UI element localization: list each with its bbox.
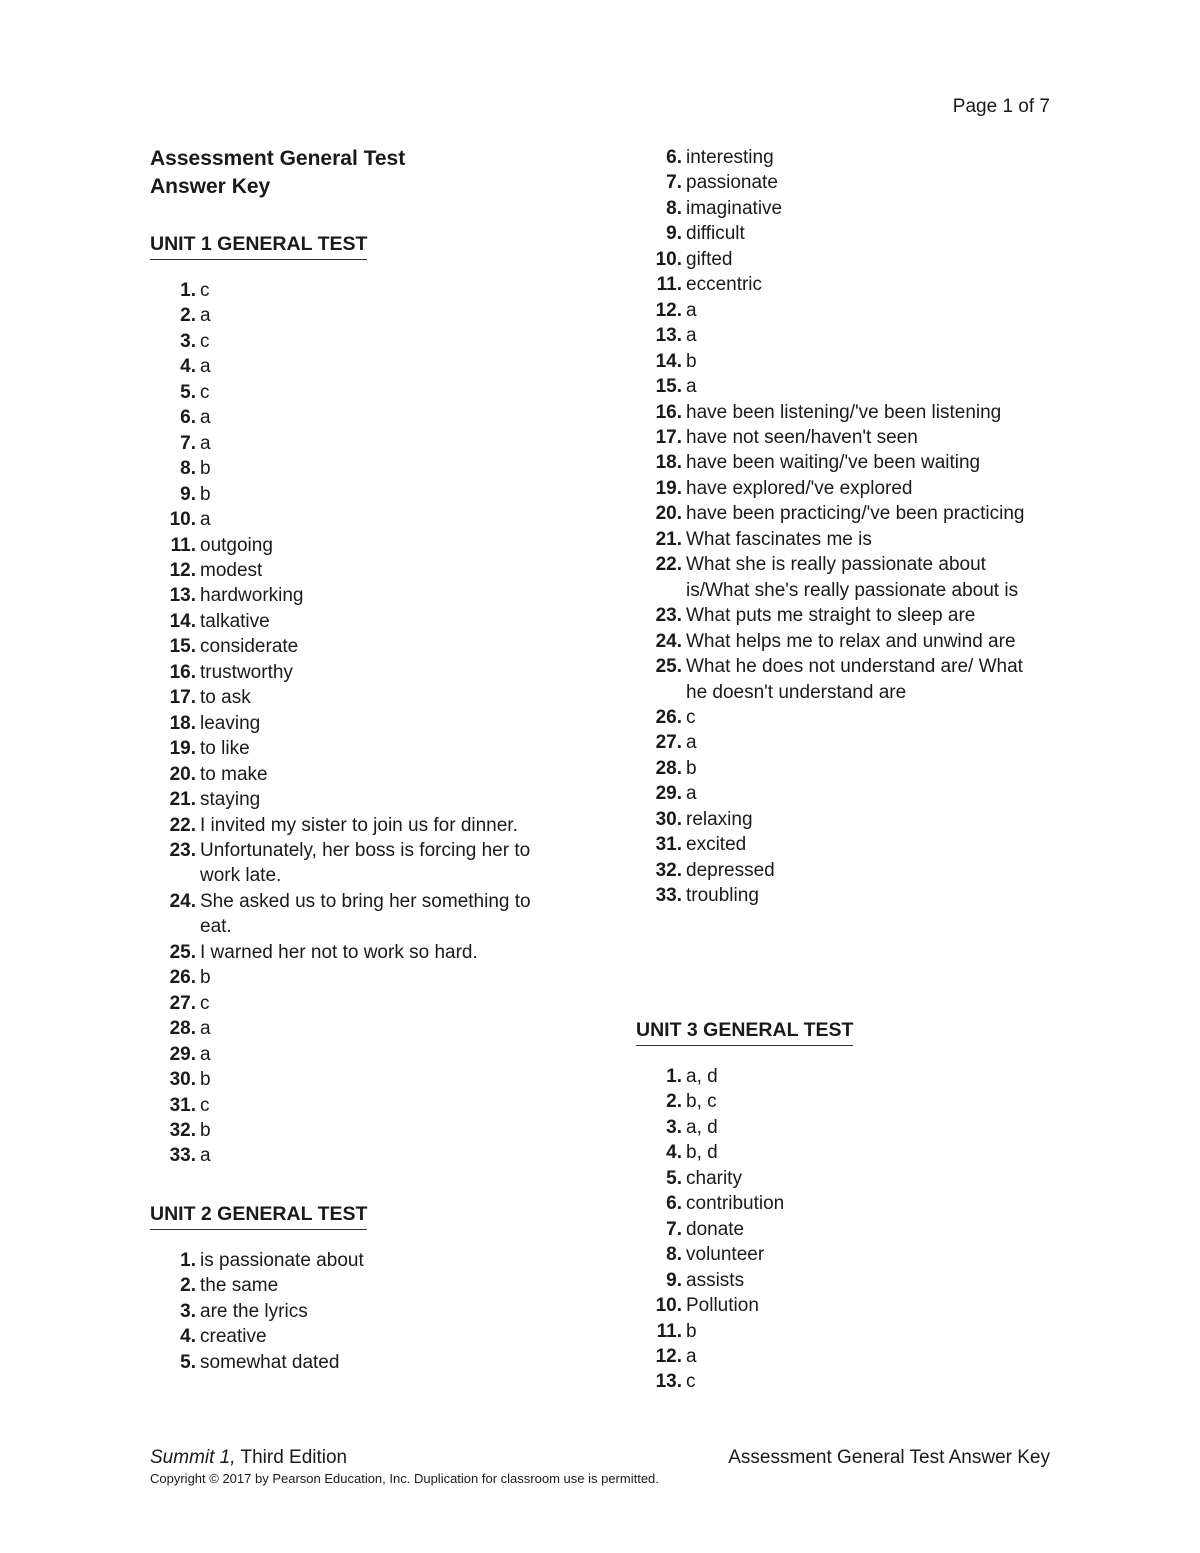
answer-text: c	[200, 992, 210, 1014]
answer-text: interesting	[686, 147, 774, 168]
footer-doc-title: Assessment General Test Answer Key	[728, 1447, 1050, 1468]
answer-item	[632, 272, 1048, 297]
answer-item	[632, 170, 1048, 195]
answer-text: What helps me to relax and unwind are	[686, 630, 1016, 652]
answer-item	[632, 730, 1048, 755]
answer-item	[146, 685, 562, 710]
answer-text: b	[686, 757, 697, 779]
answer-number: 28.	[169, 1018, 196, 1040]
answer-item	[632, 1089, 1048, 1114]
answer-text: passionate	[686, 172, 778, 194]
answer-item	[632, 221, 1048, 246]
answer-text: Pollution	[686, 1295, 759, 1317]
answer-number: 1.	[180, 280, 196, 301]
answer-item	[146, 1350, 562, 1375]
answer-item	[146, 431, 562, 456]
answer-text: a	[200, 509, 211, 531]
answer-number: 4.	[180, 1326, 196, 1348]
answer-item	[632, 1369, 1048, 1394]
answer-text: a	[686, 376, 697, 398]
answer-item	[146, 940, 562, 965]
answer-text: b, d	[686, 1142, 718, 1164]
answer-text: depressed	[686, 859, 775, 881]
answer-number: 18.	[169, 712, 196, 734]
answer-number: 3.	[180, 1300, 196, 1322]
answer-text: a	[200, 1018, 211, 1040]
answer-number: 22.	[169, 814, 196, 836]
answer-text: a	[686, 299, 697, 321]
answer-number: 4.	[666, 1142, 682, 1164]
answer-text: trustworthy	[200, 661, 293, 683]
answer-number: 8.	[180, 458, 196, 480]
unit-2-answers-part-2	[632, 145, 1048, 909]
answer-number: 33.	[169, 1145, 196, 1167]
page-number: Page 1 of 7	[952, 96, 1050, 117]
answer-number: 18.	[655, 452, 682, 474]
answer-item	[632, 756, 1048, 781]
document-title	[150, 145, 405, 201]
answer-number: 25.	[169, 941, 196, 963]
answer-item	[146, 965, 562, 990]
answer-item	[146, 609, 562, 634]
answer-text: creative	[200, 1326, 267, 1348]
footer-book	[150, 1447, 347, 1469]
answer-item	[146, 838, 562, 889]
answer-number: 7.	[666, 172, 682, 194]
answer-text: have been listening/'ve been listening	[686, 401, 1002, 423]
answer-item	[146, 303, 562, 328]
answer-item	[632, 425, 1048, 450]
answer-item	[632, 1293, 1048, 1318]
answer-number: 14.	[169, 610, 196, 632]
answer-item	[146, 634, 562, 659]
answer-number: 16.	[169, 661, 196, 683]
answer-number: 27.	[169, 992, 196, 1014]
answer-item	[632, 196, 1048, 221]
answer-item	[146, 660, 562, 685]
answer-number: 12.	[655, 1345, 682, 1367]
answer-number: 26.	[655, 706, 682, 728]
answer-number: 24.	[169, 890, 196, 912]
answer-item	[146, 711, 562, 736]
answer-item	[146, 329, 562, 354]
answer-item	[146, 354, 562, 379]
answer-item	[632, 807, 1048, 832]
answer-number: 9.	[180, 483, 196, 505]
answer-number: 20.	[655, 503, 682, 525]
answer-text: b, c	[686, 1091, 717, 1113]
answer-item	[632, 349, 1048, 374]
answer-number: 23.	[169, 839, 196, 861]
answer-text: is passionate about	[200, 1250, 364, 1271]
answer-item	[146, 1248, 562, 1273]
answer-item	[146, 583, 562, 608]
answer-text: b	[200, 483, 211, 505]
answer-number: 32.	[655, 859, 682, 881]
answer-item	[632, 298, 1048, 323]
answer-number: 19.	[655, 477, 682, 499]
answer-number: 9.	[666, 1269, 682, 1291]
answer-text: considerate	[200, 636, 299, 658]
answer-item	[146, 558, 562, 583]
answer-text: contribution	[686, 1193, 785, 1215]
answer-item	[632, 1115, 1048, 1140]
answer-item	[632, 145, 1048, 170]
answer-number: 2.	[180, 1275, 196, 1297]
answer-text: I warned her not to work so hard.	[200, 941, 478, 963]
footer-book-title: Summit 1,	[150, 1447, 236, 1468]
answer-text: have explored/'ve explored	[686, 477, 913, 499]
answer-number: 25.	[655, 656, 682, 678]
answer-number: 9.	[666, 223, 682, 245]
answer-text: have not seen/haven't seen	[686, 426, 918, 448]
answer-number: 29.	[169, 1043, 196, 1065]
answer-number: 30.	[655, 808, 682, 830]
answer-number: 26.	[169, 967, 196, 989]
answer-number: 17.	[655, 426, 682, 448]
answer-text: a	[686, 783, 697, 805]
answer-number: 1.	[180, 1250, 196, 1271]
answer-item	[632, 705, 1048, 730]
answer-number: 13.	[655, 325, 682, 347]
answer-text: What puts me straight to sleep are	[686, 605, 976, 627]
answer-number: 5.	[180, 381, 196, 403]
answer-item	[146, 787, 562, 812]
answer-item	[632, 1217, 1048, 1242]
answer-number: 21.	[169, 789, 196, 811]
answer-item	[146, 456, 562, 481]
answer-text: a	[200, 1145, 211, 1167]
unit-3-answers	[632, 1064, 1048, 1395]
answer-item	[632, 552, 1048, 603]
answer-number: 24.	[655, 630, 682, 652]
answer-number: 23.	[655, 605, 682, 627]
footer-edition: Third Edition	[235, 1447, 348, 1468]
answer-number: 31.	[655, 834, 682, 856]
answer-text: the same	[200, 1275, 279, 1297]
unit-2-answers-part-1	[146, 1248, 562, 1375]
answer-text: I invited my sister to join us for dinner.	[200, 814, 518, 836]
answer-text: imaginative	[686, 197, 783, 219]
answer-item	[146, 1067, 562, 1092]
answer-item	[632, 1140, 1048, 1165]
answer-item	[146, 813, 562, 838]
answer-number: 8.	[666, 197, 682, 219]
answer-text: c	[686, 706, 696, 728]
answer-text: talkative	[200, 610, 270, 632]
answer-text: have been practicing/'ve been practicing	[686, 503, 1025, 525]
answer-item	[632, 654, 1048, 705]
answer-number: 14.	[655, 350, 682, 372]
answer-item	[146, 1273, 562, 1298]
answer-text: somewhat dated	[200, 1351, 340, 1373]
answer-item	[632, 374, 1048, 399]
answer-text: c	[200, 381, 210, 403]
answer-number: 31.	[169, 1094, 196, 1116]
answer-text: to make	[200, 763, 268, 785]
answer-number: 15.	[655, 376, 682, 398]
answer-item	[146, 1016, 562, 1041]
answer-text: staying	[200, 789, 261, 811]
answer-text: a	[200, 432, 211, 454]
answer-item	[146, 1093, 562, 1118]
answer-number: 10.	[655, 1295, 682, 1317]
answer-item	[146, 507, 562, 532]
answer-item	[632, 1166, 1048, 1191]
answer-text: b	[200, 1119, 211, 1141]
answer-text: charity	[686, 1167, 742, 1189]
answer-text: donate	[686, 1218, 745, 1240]
answer-number: 11.	[170, 534, 196, 556]
answer-text: a	[200, 305, 211, 327]
answer-item	[146, 482, 562, 507]
answer-item	[146, 762, 562, 787]
answer-number: 29.	[655, 783, 682, 805]
answer-text: to ask	[200, 687, 251, 709]
answer-item	[632, 323, 1048, 348]
answer-text: a	[686, 325, 697, 347]
answer-item	[146, 1143, 562, 1168]
answer-number: 28.	[655, 757, 682, 779]
answer-text: c	[200, 280, 210, 301]
answer-text: c	[686, 1371, 696, 1393]
answer-number: 7.	[666, 1218, 682, 1240]
answer-number: 5.	[666, 1167, 682, 1189]
answer-number: 27.	[655, 732, 682, 754]
answer-text: modest	[200, 559, 263, 581]
answer-text: volunteer	[686, 1244, 765, 1266]
answer-text: a	[686, 1345, 697, 1367]
answer-number: 11.	[656, 274, 682, 296]
answer-text: a	[686, 732, 697, 754]
unit-3-heading: UNIT 3 GENERAL TEST	[636, 1018, 853, 1046]
answer-item	[146, 1299, 562, 1324]
answer-text: a, d	[686, 1116, 718, 1138]
answer-text: a	[200, 407, 211, 429]
answer-text: What she is really passionate about is/What she's really passionate about is	[686, 554, 1019, 601]
answer-number: 15.	[169, 636, 196, 658]
answer-item	[146, 405, 562, 430]
answer-text: assists	[686, 1269, 745, 1291]
answer-number: 6.	[666, 147, 682, 168]
answer-item	[632, 501, 1048, 526]
answer-item	[146, 278, 562, 303]
answer-item	[146, 1042, 562, 1067]
answer-text: are the lyrics	[200, 1300, 308, 1322]
answer-number: 1.	[666, 1066, 682, 1087]
answer-text: b	[200, 967, 211, 989]
answer-number: 4.	[180, 356, 196, 378]
answer-number: 3.	[180, 330, 196, 352]
answer-item	[146, 889, 562, 940]
answer-text: b	[686, 350, 697, 372]
answer-number: 8.	[666, 1244, 682, 1266]
answer-item	[632, 400, 1048, 425]
answer-item	[632, 883, 1048, 908]
footer	[150, 1447, 1050, 1469]
answer-text: a	[200, 1043, 211, 1065]
answer-text: What he does not understand are/ What he doesn't understand are	[686, 656, 1023, 703]
answer-number: 32.	[169, 1119, 196, 1141]
answer-number: 21.	[655, 528, 682, 550]
unit-1-heading: UNIT 1 GENERAL TEST	[150, 232, 367, 260]
answer-text: leaving	[200, 712, 261, 734]
answer-text: b	[200, 1069, 211, 1091]
answer-item	[146, 736, 562, 761]
answer-text: hardworking	[200, 585, 304, 607]
answer-item	[146, 1118, 562, 1143]
answer-text: c	[200, 1094, 210, 1116]
answer-number: 17.	[169, 687, 196, 709]
answer-item	[632, 1344, 1048, 1369]
answer-item	[632, 858, 1048, 883]
answer-text: a, d	[686, 1066, 718, 1087]
answer-number: 6.	[180, 407, 196, 429]
answer-item	[632, 629, 1048, 654]
answer-item	[632, 247, 1048, 272]
unit-1-answers	[146, 278, 562, 1169]
answer-item	[632, 1319, 1048, 1344]
answer-text: difficult	[686, 223, 745, 245]
answer-text: b	[200, 458, 211, 480]
answer-number: 2.	[666, 1091, 682, 1113]
answer-text: eccentric	[686, 274, 763, 296]
answer-text: She asked us to bring her something to eat.	[200, 890, 531, 938]
answer-number: 6.	[666, 1193, 682, 1215]
answer-number: 3.	[666, 1116, 682, 1138]
answer-item	[146, 380, 562, 405]
answer-text: relaxing	[686, 808, 753, 830]
answer-number: 16.	[655, 401, 682, 423]
answer-item	[632, 1242, 1048, 1267]
answer-text: to like	[200, 738, 250, 760]
answer-item	[146, 533, 562, 558]
answer-item	[146, 991, 562, 1016]
answer-number: 30.	[169, 1069, 196, 1091]
answer-text: a	[200, 356, 211, 378]
answer-number: 20.	[169, 763, 196, 785]
copyright-notice: Copyright © 2017 by Pearson Education, Inc. Duplication for classroom use is permitted.	[150, 1471, 659, 1486]
answer-item	[632, 476, 1048, 501]
answer-item	[632, 603, 1048, 628]
answer-number: 11.	[656, 1320, 682, 1342]
unit-2-heading: UNIT 2 GENERAL TEST	[150, 1202, 367, 1230]
answer-item	[632, 527, 1048, 552]
answer-number: 13.	[655, 1371, 682, 1393]
answer-text: excited	[686, 834, 747, 856]
answer-item	[632, 1191, 1048, 1216]
answer-item	[632, 781, 1048, 806]
answer-text: b	[686, 1320, 697, 1342]
answer-item	[632, 450, 1048, 475]
answer-text: c	[200, 330, 210, 352]
title-line-2: Answer Key	[150, 175, 271, 198]
answer-item	[632, 1268, 1048, 1293]
answer-number: 33.	[655, 885, 682, 907]
answer-item	[146, 1324, 562, 1349]
answer-item	[632, 1064, 1048, 1089]
answer-text: have been waiting/'ve been waiting	[686, 452, 981, 474]
answer-number: 7.	[180, 432, 196, 454]
answer-number: 12.	[655, 299, 682, 321]
answer-text: What fascinates me is	[686, 528, 872, 550]
answer-number: 22.	[655, 554, 682, 576]
answer-number: 10.	[655, 248, 682, 270]
answer-number: 5.	[180, 1351, 196, 1373]
title-line-1: Assessment General Test	[150, 147, 406, 170]
answer-text: outgoing	[200, 534, 273, 556]
answer-number: 19.	[169, 738, 196, 760]
answer-number: 12.	[169, 559, 196, 581]
answer-number: 2.	[180, 305, 196, 327]
answer-text: gifted	[686, 248, 733, 270]
answer-text: troubling	[686, 885, 759, 907]
answer-number: 10.	[169, 509, 196, 531]
answer-item	[632, 832, 1048, 857]
answer-number: 13.	[169, 585, 196, 607]
answer-text: Unfortunately, her boss is forcing her to work late.	[200, 839, 531, 887]
